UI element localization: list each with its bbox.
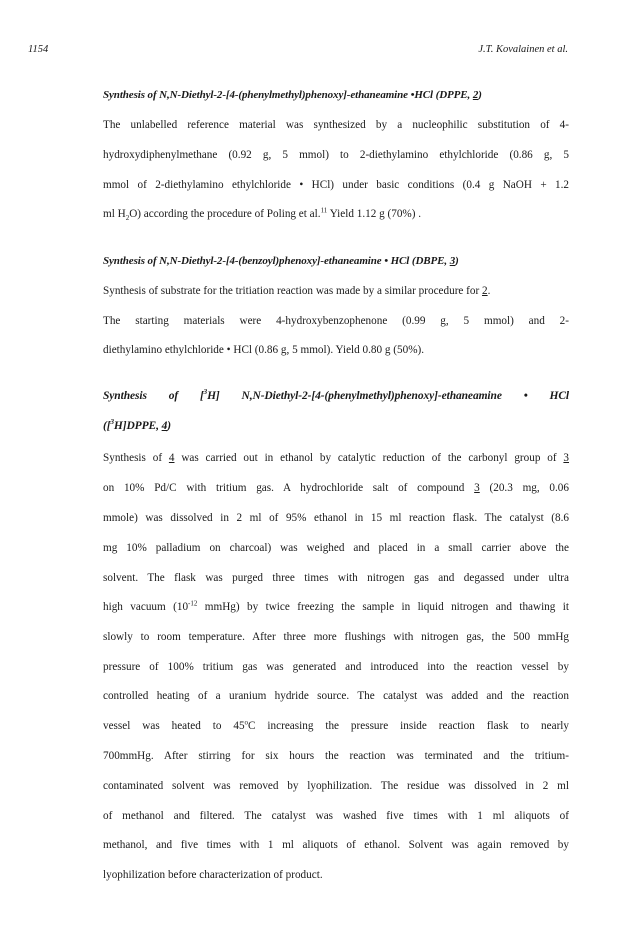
- paragraph-line: mmol of 2-diethylamino ethylchloride • HCl) under basic conditions (0.4 g NaOH + 1.2: [103, 179, 569, 191]
- paragraph-line: solvent. The flask was purged three times with nitrogen gas and degassed under ultra: [103, 572, 569, 584]
- paragraph-line: pressure of 100% tritium gas was generated and introduced into the reaction vessel by: [103, 661, 569, 673]
- paragraph-line: Synthesis of substrate for the tritiation reaction was made by a similar procedure for 2.: [103, 285, 491, 297]
- paragraph-line: lyophilization before characterization of product.: [103, 869, 323, 881]
- section-heading-dppe: Synthesis of N,N-Diethyl-2-[4-(phenylmethyl)phenoxy]-ethaneamine •HCl (DPPE, 2): [103, 89, 482, 101]
- paragraph-line: mmole) was dissolved in 2 ml of 95% ethanol in 15 ml reaction flask. The catalyst (8.6: [103, 512, 569, 524]
- paragraph-line: The unlabelled reference material was synthesized by a nucleophilic substitution of 4-: [103, 119, 569, 131]
- paragraph-line: 700mmHg. After stirring for six hours the reaction was terminated and the tritium-: [103, 750, 569, 762]
- paragraph-line: slowly to room temperature. After three more flushings with nitrogen gas, the 500 mmHg: [103, 631, 569, 643]
- paragraph-line: of methanol and filtered. The catalyst was washed five times with 1 ml aliquots of: [103, 810, 569, 822]
- running-header-authors: J.T. Kovalainen et al.: [478, 44, 568, 55]
- paragraph-line: controlled heating of a uranium hydride source. The catalyst was added and the reaction: [103, 690, 569, 702]
- paragraph-line: on 10% Pd/C with tritium gas. A hydrochloride salt of compound 3 (20.3 mg, 0.06: [103, 482, 569, 494]
- section-heading-tritiated-dppe-cont: ([$^3$H]DPPE, 4): [103, 418, 172, 432]
- paragraph-line: Synthesis of 4 was carried out in ethanol by catalytic reduction of the carbonyl group of 3: [103, 452, 569, 464]
- paragraph-line: contaminated solvent was removed by lyophilization. The residue was dissolved in 2 ml: [103, 780, 569, 792]
- paragraph-line: diethylamino ethylchloride • HCl (0.86 g, 5 mmol). Yield 0.80 g (50%).: [103, 344, 425, 356]
- page-number: 1154: [28, 44, 49, 55]
- paragraph-line: methanol, and five times with 1 ml aliquots of ethanol. Solvent was again removed by: [103, 839, 569, 851]
- paragraph-line: ml $H_2O$) according the procedure of Poling et al.$^{11}$ Yield 1.12 g (70%) .: [103, 206, 422, 223]
- section-heading-dbpe: Synthesis of N,N-Diethyl-2-[4-(benzoyl)phenoxy]-ethaneamine • HCl (DBPE, 3): [103, 255, 459, 267]
- paragraph-line: The starting materials were 4-hydroxybenzophenone (0.99 g, 5 mmol) and 2-: [103, 315, 569, 327]
- section-heading-tritiated-dppe: Synthesis of [$^3$H] N,N-Diethyl-2-[4-(phenylmethyl)phenoxy]-ethaneamine • HCl: [103, 388, 569, 402]
- paragraph-line: hydroxydiphenylmethane (0.92 g, 5 mmol) to 2-diethylamino ethylchloride (0.86 g, 5: [103, 149, 569, 161]
- paragraph-line: mg 10% palladium on charcoal) was weighed and placed in a small carrier above the: [103, 542, 569, 554]
- paragraph-line: vessel was heated to 45$^o$C increasing the pressure inside reaction flask to nearly: [103, 718, 570, 732]
- paragraph-line: high vacuum ($10^{-12}$ mmHg) by twice freezing the sample in liquid nitrogen and thawing it: [103, 599, 569, 613]
